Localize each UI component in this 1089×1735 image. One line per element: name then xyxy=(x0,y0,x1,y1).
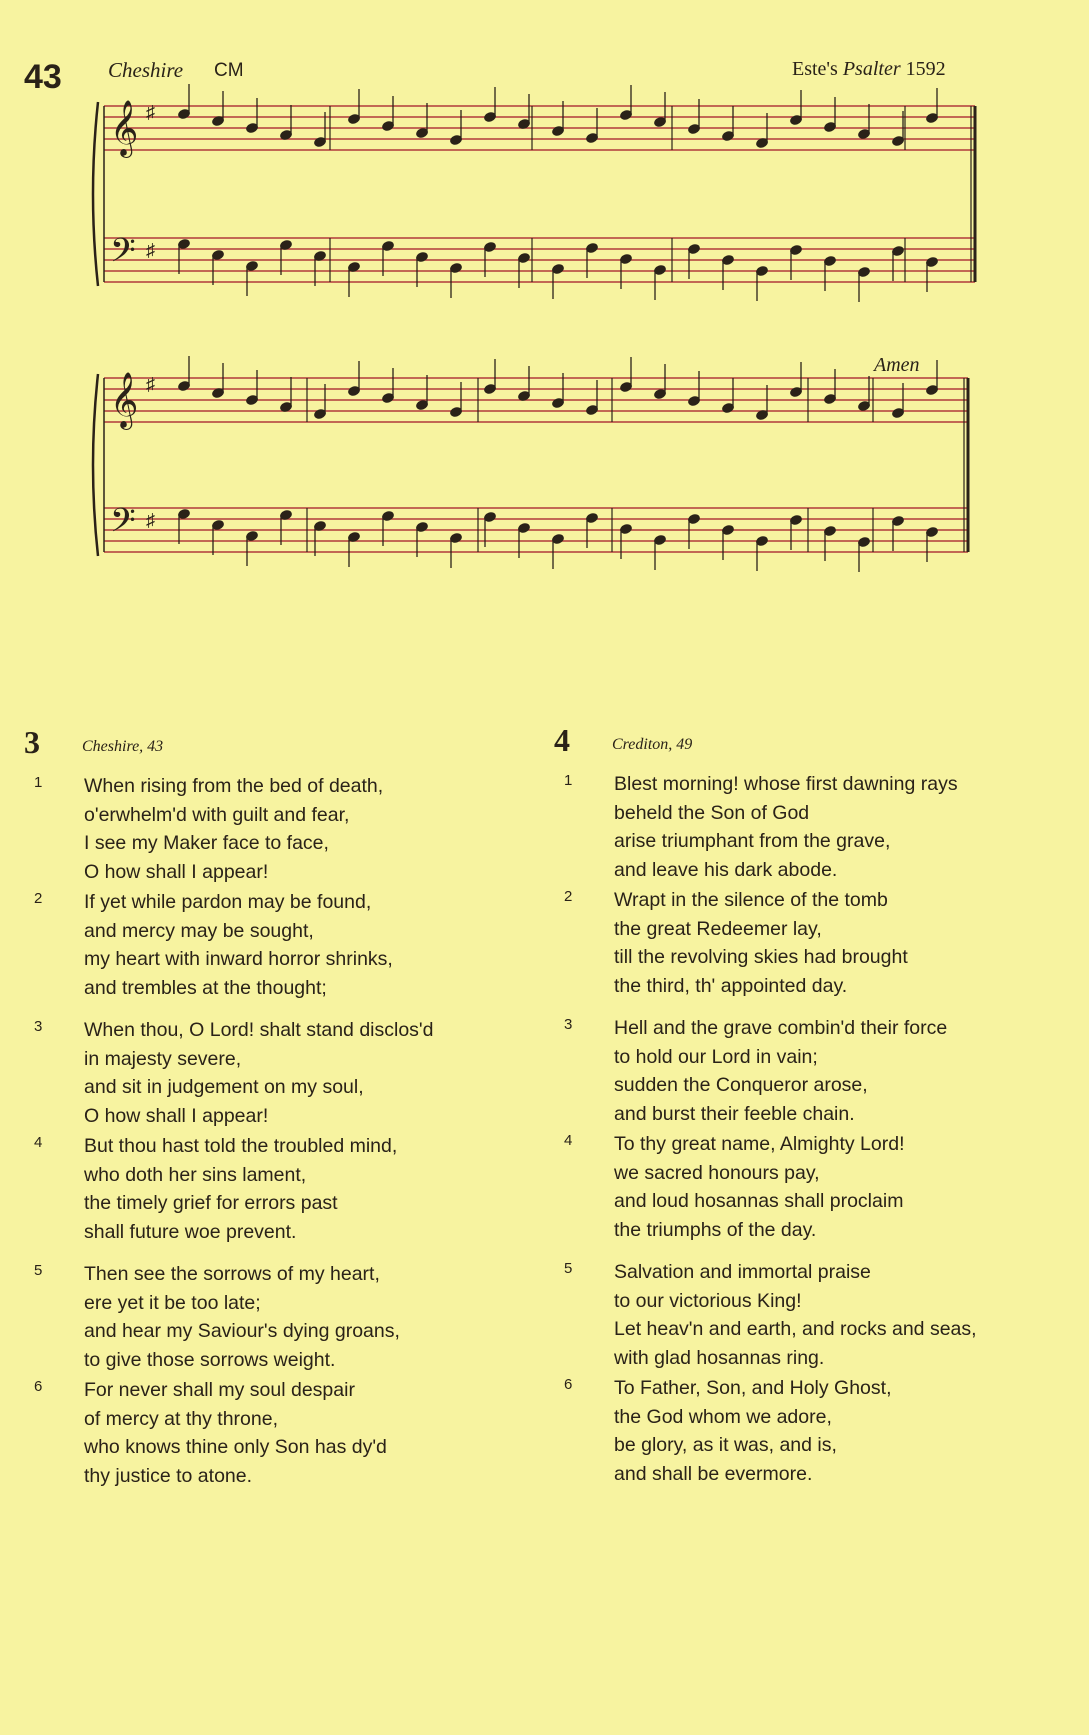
verse-number: 4 xyxy=(564,1132,573,1149)
music-score xyxy=(0,0,1089,620)
stanza xyxy=(24,1260,504,1374)
verse-line: and shall be evermore. xyxy=(614,1462,813,1485)
verse-line: with glad hosannas ring. xyxy=(614,1346,825,1369)
verse-line: For never shall my soul despair xyxy=(84,1379,355,1401)
verse-number: 2 xyxy=(34,890,43,907)
verse-line: When thou, O Lord! shalt stand disclos'd xyxy=(84,1019,434,1041)
key-signature-icon: ♯ xyxy=(146,510,155,530)
treble-clef-icon: 𝄞 xyxy=(110,372,139,428)
source-title: Psalter xyxy=(842,58,901,80)
staff-system-2 xyxy=(93,356,968,572)
verse-line: till the revolving skies had brought xyxy=(614,946,908,968)
meter: CM xyxy=(214,60,244,81)
verse-line: I see my Maker face to face, xyxy=(84,832,329,854)
verse-line: to hold our Lord in vain; xyxy=(614,1045,818,1068)
stanza xyxy=(554,1130,1034,1244)
verse-line: and burst their feeble chain. xyxy=(614,1102,855,1125)
hymn-number: 43 xyxy=(24,58,62,96)
verse-line: in majesty severe, xyxy=(84,1047,242,1070)
verse-line: to give those sorrows weight. xyxy=(84,1348,336,1371)
verse-line: arise triumphant from the grave, xyxy=(614,830,891,852)
verse-line: who knows thine only Son has dy'd xyxy=(84,1436,387,1458)
treble-clef-icon: 𝄞 xyxy=(110,100,139,156)
verse-line: Wrapt in the silence of the tomb xyxy=(614,889,888,911)
verse-line: the God whom we adore, xyxy=(614,1405,832,1428)
verse-line: Hell and the grave combin'd their force xyxy=(614,1017,948,1039)
verse-line: To thy great name, Almighty Lord! xyxy=(614,1133,905,1155)
stanza xyxy=(554,886,1034,1000)
stanza xyxy=(24,1016,504,1130)
verse-line: Let heav'n and earth, and rocks and seas, xyxy=(614,1318,977,1340)
stanza xyxy=(24,888,504,1002)
verse-line: thy justice to atone. xyxy=(84,1464,253,1487)
hymn-3-number: 3 xyxy=(24,724,40,760)
verse-line: O how shall I appear! xyxy=(84,860,269,883)
verse-line: my heart with inward horror shrinks, xyxy=(84,948,393,970)
verse-line: Blest morning! whose first dawning rays xyxy=(614,773,958,795)
amen-label: Amen xyxy=(874,354,920,376)
verse-line: the triumphs of the day. xyxy=(614,1218,817,1241)
verse-line: the third, th' appointed day. xyxy=(614,974,848,997)
verse-line: to our victorious King! xyxy=(614,1289,802,1312)
bass-clef-icon: 𝄢 xyxy=(110,232,136,278)
verse-line: who doth her sins lament, xyxy=(84,1163,307,1186)
key-signature-icon: ♯ xyxy=(146,374,155,394)
verse-number: 2 xyxy=(564,888,573,905)
stanza xyxy=(24,1132,504,1246)
hymn-4-number: 4 xyxy=(554,722,570,758)
verse-line: O how shall I appear! xyxy=(84,1104,269,1127)
verse-line: and leave his dark abode. xyxy=(614,858,838,881)
verse-line: we sacred honours pay, xyxy=(614,1161,820,1184)
hymn-3 xyxy=(24,724,504,1504)
verse-line: and sit in judgement on my soul, xyxy=(84,1076,364,1098)
stanza xyxy=(24,1376,504,1490)
verse-number: 1 xyxy=(564,772,573,789)
verse-number: 5 xyxy=(564,1260,573,1277)
verse-line: To Father, Son, and Holy Ghost, xyxy=(614,1377,892,1399)
verse-number: 3 xyxy=(34,1018,43,1035)
verse-line: beheld the Son of God xyxy=(614,801,810,824)
hymn-4-tune-ref: Crediton, 49 xyxy=(612,736,693,753)
hymn-4 xyxy=(554,722,1034,1502)
stanza xyxy=(554,1374,1034,1488)
verse-line: Salvation and immortal praise xyxy=(614,1261,871,1283)
verse-line: o'erwhelm'd with guilt and fear, xyxy=(84,803,350,826)
verse-number: 1 xyxy=(34,774,43,791)
key-signature-icon: ♯ xyxy=(146,102,155,122)
staff-system-1 xyxy=(93,84,975,302)
stanza xyxy=(24,772,504,886)
verse-line: But thou hast told the troubled mind, xyxy=(84,1135,398,1157)
verse-number: 6 xyxy=(564,1376,573,1393)
verse-line: the great Redeemer lay, xyxy=(614,917,822,940)
verse-line: ere yet it be too late; xyxy=(84,1291,261,1314)
verse-line: shall future woe prevent. xyxy=(84,1220,297,1243)
verse-number: 4 xyxy=(34,1134,43,1151)
key-signature-icon: ♯ xyxy=(146,240,155,260)
verse-line: the timely grief for errors past xyxy=(84,1192,338,1214)
hymn-3-tune-ref: Cheshire, 43 xyxy=(82,738,164,755)
verse-line: and trembles at the thought; xyxy=(84,976,327,999)
verse-line: of mercy at thy throne, xyxy=(84,1407,279,1430)
bass-clef-icon: 𝄢 xyxy=(110,502,136,548)
verse-number: 6 xyxy=(34,1378,43,1395)
verse-line: and loud hosannas shall proclaim xyxy=(614,1190,904,1212)
verse-number: 3 xyxy=(564,1016,573,1033)
source-prefix: Este's xyxy=(792,58,843,80)
verse-line: When rising from the bed of death, xyxy=(84,775,384,797)
verse-line: and mercy may be sought, xyxy=(84,919,314,942)
stanza xyxy=(554,1258,1034,1372)
verse-line: If yet while pardon may be found, xyxy=(84,891,372,913)
tune-name: Cheshire xyxy=(108,58,184,82)
verse-line: sudden the Conqueror arose, xyxy=(614,1074,868,1096)
verse-line: and hear my Saviour's dying groans, xyxy=(84,1320,400,1342)
verse-line: be glory, as it was, and is, xyxy=(614,1434,837,1456)
source-year: 1592 xyxy=(900,58,946,80)
stanza xyxy=(554,1014,1034,1128)
verse-line: Then see the sorrows of my heart, xyxy=(84,1263,380,1285)
verse-number: 5 xyxy=(34,1262,43,1279)
stanza xyxy=(554,770,1034,884)
